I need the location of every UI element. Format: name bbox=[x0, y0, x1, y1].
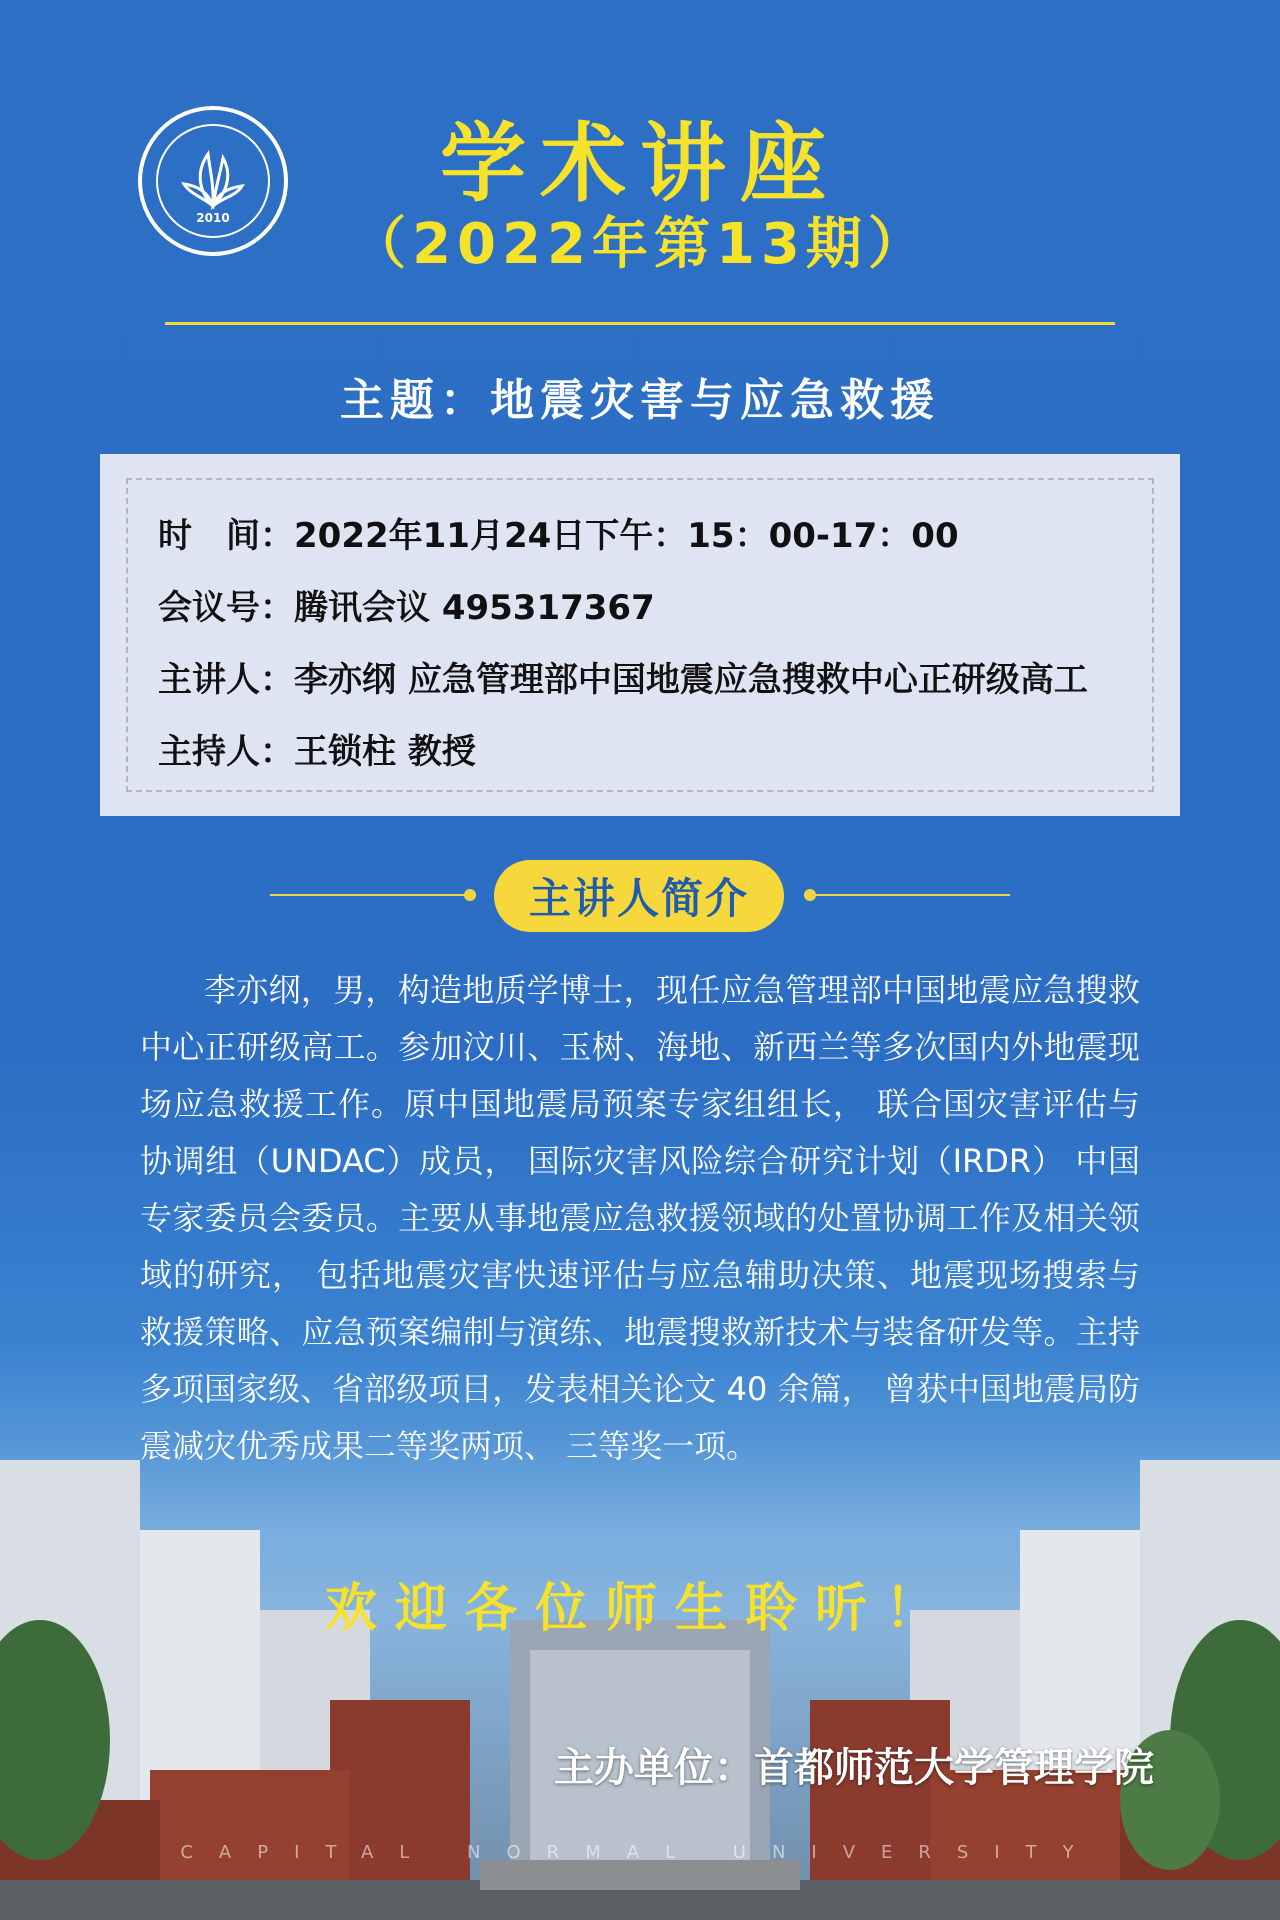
section-line-left bbox=[270, 894, 470, 896]
header-divider bbox=[165, 322, 1115, 325]
section-dot-left bbox=[464, 889, 476, 901]
speaker-bio: 李亦纲，男，构造地质学博士，现任应急管理部中国地震应急搜救中心正研级高工。参加汶川、玉树、海地、新西兰等多次国内外地震现场应急救援工作。原中国地震局预案专家组组长， 联合国灾害评估与协调组（UNDAC）成员， 国际灾害风险综合研究计划（IRDR） 中国专家委员会委员。主要从事地震应急救援领域的处置协调工作及相关领域的研究， 包括地震灾害快速评估与应急辅助决策、地震现场搜索与救援策略、应急预案编制与演练、地震搜救新技术与装备研发等。主持多项国家级、省部级项目，发表相关论文 40 余篇， 曾获中国地震局防震减灾优秀成果二等奖两项、 三等奖一项。 bbox=[140, 971, 1140, 1465]
logo-year: 2010 bbox=[196, 211, 230, 225]
speaker-row: 主讲人：李亦纲 应急管理部中国地震应急搜救中心正研级高工 bbox=[158, 660, 1088, 700]
time-row: 时 间：2022年11月24日下午：15：00-17：00 bbox=[158, 516, 959, 556]
section-line-right bbox=[810, 894, 1010, 896]
lecture-topic: 主题：地震灾害与应急救援 bbox=[340, 375, 940, 426]
organizer-line: 主办单位：首都师范大学管理学院 bbox=[554, 1745, 1154, 1791]
host-row: 主持人：王锁柱 教授 bbox=[158, 732, 476, 772]
welcome-message: 欢迎各位师生聆听！ bbox=[324, 1579, 955, 1639]
details-dashed-border bbox=[126, 478, 1154, 792]
details-panel bbox=[100, 454, 1180, 816]
university-watermark: CAPITAL NORMAL UNIVERSITY bbox=[180, 1842, 1100, 1863]
meeting-row: 会议号：腾讯会议 495317367 bbox=[158, 588, 655, 628]
issue-number: （2022年第13期） bbox=[350, 212, 930, 277]
poster-title: 学术讲座 bbox=[440, 114, 840, 214]
speaker-intro-heading: 主讲人简介 bbox=[494, 860, 784, 932]
